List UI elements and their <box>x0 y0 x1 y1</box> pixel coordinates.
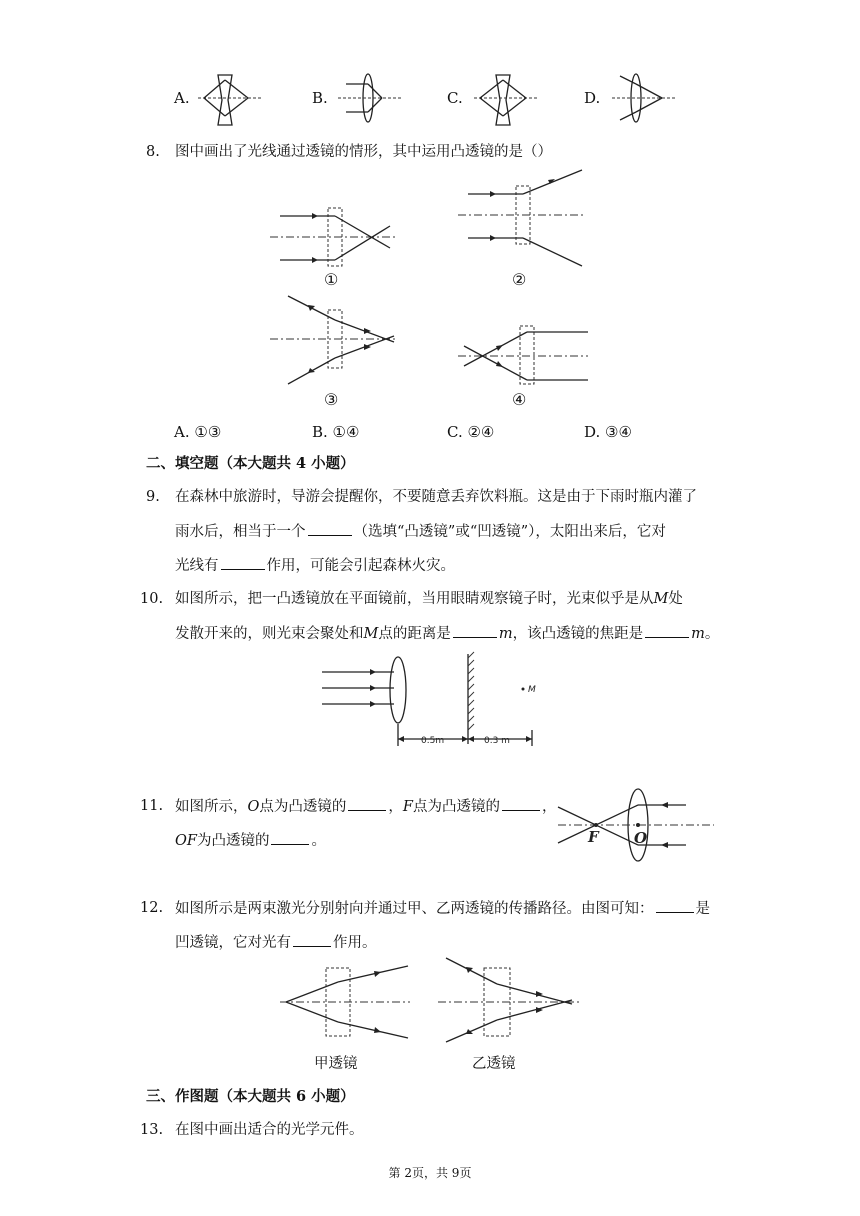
q11-line-1: 如图所示，O点为凸透镜的 ，F点为凸透镜的 ， <box>175 796 556 817</box>
q10-fig-point-m: M <box>528 685 536 695</box>
q8-label-3: ③ <box>324 390 339 409</box>
q7-option-c: C. <box>447 89 463 107</box>
q12-line-1: 如图所示是两束激光分别射向并通过甲、乙两透镜的传播路径。由图可知： 是 <box>175 898 710 919</box>
q11-figure <box>556 785 716 867</box>
q9-blank-1[interactable] <box>308 521 352 536</box>
q8-option-d: D. ③④ <box>584 423 632 441</box>
q9-blank-2[interactable] <box>221 555 265 570</box>
q8-figure-3 <box>268 292 398 388</box>
q7-figure-c <box>472 70 542 130</box>
q13-number: 13. <box>140 1122 164 1138</box>
q10-line-1: 如图所示，把一凸透镜放在平面镜前，当用眼睛观察镜子时，光束似乎是从M处 <box>175 591 683 607</box>
q8-figure-4 <box>456 322 590 390</box>
q11-blank-2[interactable] <box>502 796 540 811</box>
q7-option-a: A. <box>174 89 190 107</box>
q11-blank-1[interactable] <box>348 796 386 811</box>
q11-line-2: OF为凸透镜的 。 <box>175 830 326 851</box>
section-2-heading: 二、填空题（本大题共 4 小题） <box>146 455 355 472</box>
q8-text: 图中画出了光线通过透镜的情形，其中运用凸透镜的是（） <box>175 144 552 160</box>
q11-fig-f: F <box>588 828 599 846</box>
q8-label-4: ④ <box>512 390 527 409</box>
section-3-heading: 三、作图题（本大题共 6 小题） <box>146 1088 355 1105</box>
q12-blank-1[interactable] <box>656 898 694 913</box>
q9-line-2: 雨水后，相当于一个 （选填“凸透镜”或“凹透镜”），太阳出来后，它对 <box>175 521 666 542</box>
q7-option-d: D. <box>584 89 601 107</box>
q10-fig-d2: 0.3 m <box>484 736 510 746</box>
q12-figure-yi <box>436 956 584 1044</box>
q12-line-2: 凹透镜，它对光有 作用。 <box>175 932 377 953</box>
q7-figure-d <box>610 70 680 130</box>
page-footer: 第 2页，共 9页 <box>388 1166 472 1180</box>
q12-figure-jia <box>278 962 412 1042</box>
q10-blank-2[interactable] <box>645 623 689 638</box>
q8-figure-1 <box>268 198 398 274</box>
q10-fig-d1: 0.5m <box>421 736 445 746</box>
q11-fig-o: O <box>634 829 648 847</box>
q7-figure-b <box>336 70 406 130</box>
q8-option-b: B. ①④ <box>312 423 360 441</box>
q9-line-3: 光线有 作用，可能会引起森林火灾。 <box>175 555 455 576</box>
q8-figure-2 <box>456 168 586 272</box>
q9-line-1: 在森林中旅游时，导游会提醒你，不要随意丢弃饮料瓶。这是由于下雨时瓶内灌了 <box>175 489 697 505</box>
q13-text: 在图中画出适合的光学元件。 <box>175 1122 364 1138</box>
q8-number: 8. <box>146 144 160 160</box>
q8-option-c: C. ②④ <box>447 423 495 441</box>
q11-blank-3[interactable] <box>271 830 309 845</box>
q10-number: 10. <box>140 591 164 607</box>
q12-blank-2[interactable] <box>293 932 331 947</box>
q12-number: 12. <box>140 900 164 916</box>
q12-label-yi: 乙透镜 <box>472 1056 516 1072</box>
q10-figure <box>318 652 548 748</box>
q8-label-2: ② <box>512 270 527 289</box>
q12-label-jia: 甲透镜 <box>314 1056 358 1072</box>
q10-blank-1[interactable] <box>453 623 497 638</box>
q8-option-a: A. ①③ <box>174 423 222 441</box>
q7-figure-a <box>196 70 266 130</box>
q9-number: 9. <box>146 489 160 505</box>
q11-number: 11. <box>140 798 164 814</box>
q7-option-b: B. <box>312 89 328 107</box>
q10-line-2: 发散开来的，则光束会聚处和M点的距离是 m，该凸透镜的焦距是 m。 <box>175 623 719 644</box>
q8-label-1: ① <box>324 270 339 289</box>
